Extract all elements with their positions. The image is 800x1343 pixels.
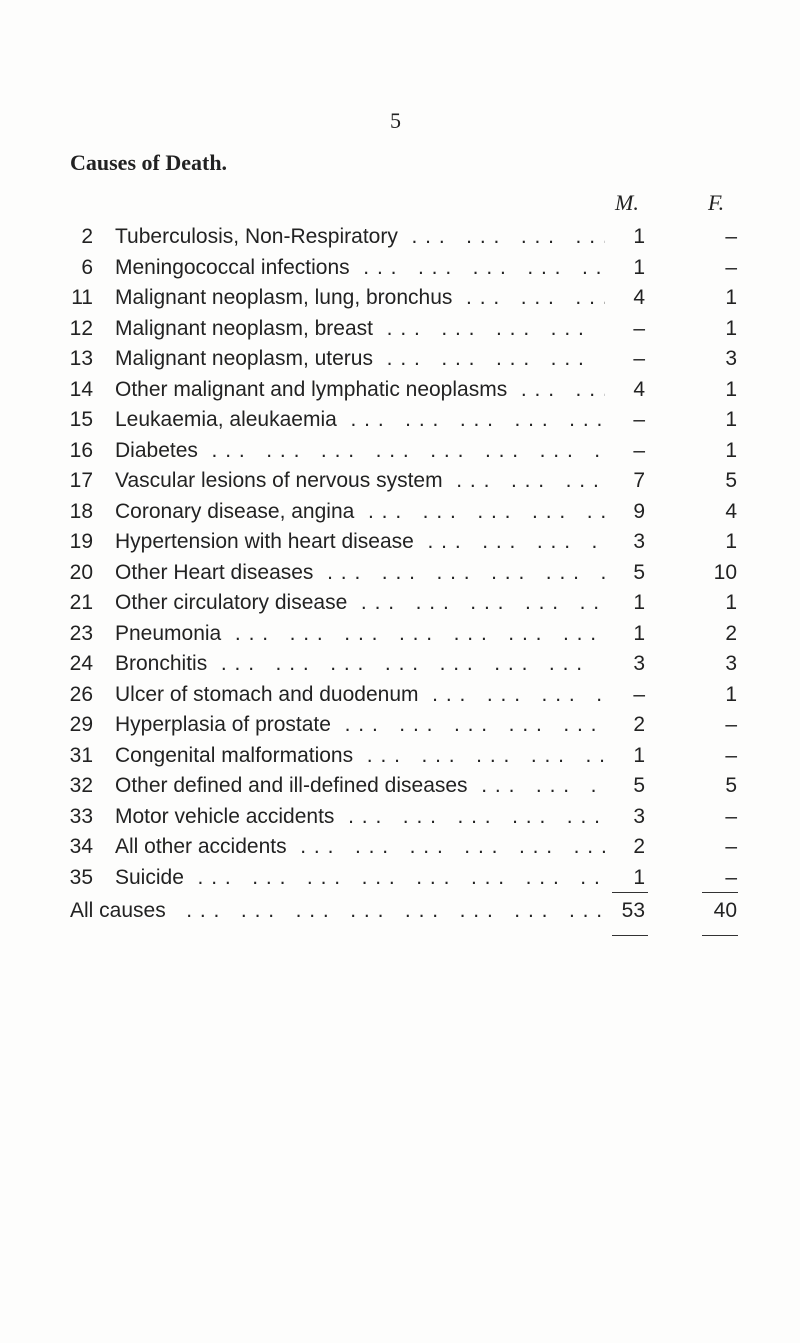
female-count: – (725, 713, 737, 736)
table-row (0, 832, 800, 863)
table-row (0, 588, 800, 619)
cause-code: 21 (69, 591, 93, 614)
male-count: 1 (633, 621, 645, 645)
female-count: 3 (725, 652, 737, 675)
female-count: 1 (725, 438, 737, 462)
table-row (0, 466, 800, 497)
table-row (0, 375, 800, 406)
total-label: All causes . . . (70, 899, 605, 923)
table-row (0, 863, 800, 894)
total-female-count: 40 (713, 899, 737, 922)
male-count: 5 (633, 774, 645, 797)
male-count: 3 (633, 804, 645, 828)
cause-code: 13 (69, 347, 93, 370)
cause-code: 24 (69, 652, 93, 675)
cause-label: Congenital malformations . . . (115, 741, 605, 772)
female-count: 1 (725, 316, 737, 340)
cause-label: Motor vehicle accidents . . . (115, 802, 605, 833)
cause-label: Leukaemia, aleukaemia . . . (115, 405, 605, 436)
cause-code: 31 (69, 743, 93, 767)
female-count: 1 (725, 530, 737, 553)
female-count: 5 (725, 469, 737, 492)
cause-label: Malignant neoplasm, breast . . . (115, 314, 605, 345)
table-row (0, 802, 800, 833)
page-number: 5 (390, 108, 401, 133)
table-row (0, 283, 800, 314)
cause-code: 34 (69, 835, 93, 858)
cause-label: Meningococcal infections . . . (115, 253, 605, 284)
cause-code: 15 (69, 408, 93, 431)
cause-label: Other defined and ill-defined diseases . . . (115, 771, 605, 802)
cause-label: Hypertension with heart disease . . . (115, 527, 605, 558)
cause-code: 23 (69, 621, 93, 645)
page-title: Causes of Death. (70, 150, 228, 175)
female-count: 1 (725, 286, 737, 309)
female-count: 3 (725, 347, 737, 370)
table-row (0, 436, 800, 467)
table-row (0, 222, 800, 253)
female-count: – (725, 225, 737, 248)
table-row (0, 649, 800, 680)
female-count: 1 (725, 377, 737, 401)
table-row (0, 680, 800, 711)
female-count: 4 (725, 499, 737, 523)
female-count: 1 (725, 591, 737, 614)
female-count: – (725, 255, 737, 279)
male-count: – (633, 682, 645, 706)
cause-label: Coronary disease, angina . . . (115, 497, 605, 528)
table-row (0, 771, 800, 802)
male-count: 2 (633, 713, 645, 736)
female-count: 2 (725, 621, 737, 645)
male-count: 7 (633, 469, 645, 492)
female-count: – (725, 835, 737, 858)
male-count: 1 (633, 225, 645, 248)
cause-label: Other malignant and lymphatic neoplasms . . . (115, 375, 605, 406)
female-count: 5 (725, 774, 737, 797)
table-row (0, 497, 800, 528)
male-count: – (633, 438, 645, 462)
cause-label: Malignant neoplasm, uterus . . . (115, 344, 605, 375)
cause-label: Hyperplasia of prostate . . . (115, 710, 605, 741)
cause-label: All other accidents . . . (115, 832, 605, 863)
cause-label: Ulcer of stomach and duodenum . . . (115, 680, 605, 711)
female-count: – (725, 865, 737, 889)
male-count: 3 (633, 652, 645, 675)
table-row (0, 619, 800, 650)
male-count: 1 (633, 255, 645, 279)
cause-code: 29 (69, 713, 93, 736)
cause-code: 18 (69, 499, 93, 523)
cause-code: 14 (69, 377, 93, 401)
male-count: 4 (633, 377, 645, 401)
male-count: – (633, 347, 645, 370)
cause-label: Other Heart diseases . . . (115, 558, 605, 589)
cause-code: 26 (69, 682, 93, 706)
male-count: – (633, 316, 645, 340)
column-header-female: F. (708, 190, 725, 215)
table-row (0, 344, 800, 375)
cause-code: 16 (69, 438, 93, 462)
cause-code: 33 (69, 804, 93, 828)
cause-code: 19 (69, 530, 93, 553)
male-count: 4 (633, 286, 645, 309)
cause-label: Bronchitis . . . (115, 649, 605, 680)
table-row (0, 558, 800, 589)
cause-code: 32 (69, 774, 93, 797)
column-header-male: M. (615, 190, 639, 215)
male-count: 9 (633, 499, 645, 523)
total-rule-bottom-male (612, 935, 648, 936)
table-row (0, 527, 800, 558)
male-count: 1 (633, 743, 645, 767)
cause-code: 6 (81, 255, 93, 279)
female-count: 1 (725, 682, 737, 706)
cause-code: 17 (69, 469, 93, 492)
male-count: 2 (633, 835, 645, 858)
cause-label: Vascular lesions of nervous system . . . (115, 466, 605, 497)
cause-code: 11 (71, 286, 93, 309)
cause-code: 35 (69, 865, 93, 889)
cause-label: Diabetes . . . (115, 436, 605, 467)
cause-code: 12 (69, 316, 93, 340)
total-row (0, 893, 800, 933)
female-count: 1 (725, 408, 737, 431)
female-count: 10 (713, 560, 737, 584)
female-count: – (725, 743, 737, 767)
cause-label: Malignant neoplasm, lung, bronchus . . . (115, 283, 605, 314)
total-rule-bottom-female (702, 935, 738, 936)
male-count: – (633, 408, 645, 431)
cause-label: Suicide . . . (115, 863, 605, 894)
cause-label: Tuberculosis, Non-Respiratory . . . (115, 222, 605, 253)
male-count: 5 (633, 560, 645, 584)
cause-code: 2 (81, 225, 93, 248)
table-row (0, 710, 800, 741)
table-row (0, 405, 800, 436)
male-count: 1 (633, 865, 645, 889)
cause-label: Pneumonia . . . (115, 619, 605, 650)
total-male-count: 53 (621, 899, 645, 922)
table-row (0, 314, 800, 345)
male-count: 1 (633, 591, 645, 614)
causes-table (0, 222, 800, 893)
male-count: 3 (633, 530, 645, 553)
female-count: – (725, 804, 737, 828)
cause-label: Other circulatory disease . . . (115, 588, 605, 619)
cause-code: 20 (69, 560, 93, 584)
table-row (0, 741, 800, 772)
table-row (0, 253, 800, 284)
